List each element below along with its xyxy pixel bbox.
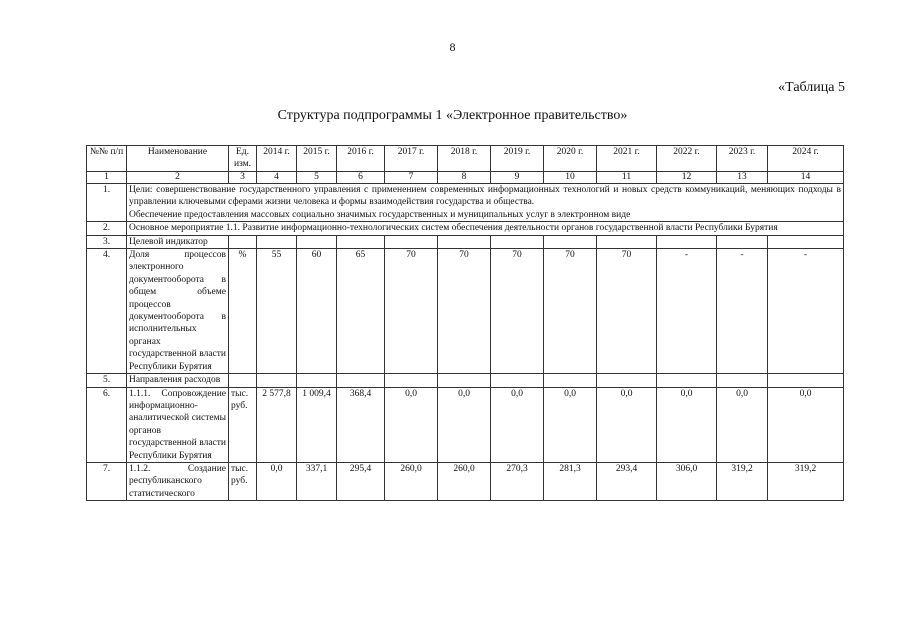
col-header: 2016 г. bbox=[337, 146, 385, 172]
col-number: 2 bbox=[127, 172, 229, 184]
col-number: 6 bbox=[337, 172, 385, 184]
table-row bbox=[87, 462, 844, 500]
row-unit bbox=[229, 235, 257, 248]
row-unit bbox=[229, 374, 257, 387]
col-header: 2017 г. bbox=[385, 146, 438, 172]
row-name: Направления расходов bbox=[127, 374, 229, 387]
row-number: 5. bbox=[87, 374, 127, 387]
col-header: Ед. изм. bbox=[229, 146, 257, 172]
value-cell bbox=[657, 235, 717, 248]
col-number: 13 bbox=[717, 172, 768, 184]
value-cell: 319,2 bbox=[717, 462, 768, 500]
value-cell: 306,0 bbox=[657, 462, 717, 500]
value-cell: 0,0 bbox=[768, 387, 844, 462]
value-cell bbox=[385, 374, 438, 387]
col-number: 14 bbox=[768, 172, 844, 184]
col-header: 2023 г. bbox=[717, 146, 768, 172]
col-number: 10 bbox=[544, 172, 597, 184]
col-header: 2014 г. bbox=[257, 146, 297, 172]
value-cell: 295,4 bbox=[337, 462, 385, 500]
col-number: 9 bbox=[491, 172, 544, 184]
col-number: 5 bbox=[297, 172, 337, 184]
value-cell: 0,0 bbox=[657, 387, 717, 462]
value-cell bbox=[768, 235, 844, 248]
value-cell: 281,3 bbox=[544, 462, 597, 500]
table-row bbox=[87, 374, 844, 387]
col-header: 2018 г. bbox=[438, 146, 491, 172]
main-activity-cell: Основное мероприятие 1.1. Развитие информационно-технологических систем обеспечения деятельности органов государственной власти Республики Бурятия bbox=[127, 222, 844, 235]
value-cell bbox=[597, 374, 657, 387]
value-cell: - bbox=[717, 249, 768, 374]
value-cell: 0,0 bbox=[544, 387, 597, 462]
value-cell: 70 bbox=[385, 249, 438, 374]
value-cell bbox=[385, 235, 438, 248]
row-unit: тыс. руб. bbox=[229, 387, 257, 462]
col-number: 7 bbox=[385, 172, 438, 184]
row-number: 7. bbox=[87, 462, 127, 500]
value-cell: 0,0 bbox=[257, 462, 297, 500]
value-cell: 293,4 bbox=[597, 462, 657, 500]
value-cell bbox=[544, 374, 597, 387]
value-cell: 2 577,8 bbox=[257, 387, 297, 462]
table-row bbox=[87, 235, 844, 248]
value-cell bbox=[657, 374, 717, 387]
value-cell: 319,2 bbox=[768, 462, 844, 500]
value-cell: 1 009,4 bbox=[297, 387, 337, 462]
value-cell: 260,0 bbox=[385, 462, 438, 500]
value-cell: 260,0 bbox=[438, 462, 491, 500]
row-name: Целевой индикатор bbox=[127, 235, 229, 248]
col-header: 2021 г. bbox=[597, 146, 657, 172]
col-header: 2020 г. bbox=[544, 146, 597, 172]
row-number: 2. bbox=[87, 222, 127, 235]
row-name: Доля процессов электронного документооборота в общем объеме процессов документооборота в исполнительных органах государственной власти Республики Бурятия bbox=[127, 249, 229, 374]
value-cell: 70 bbox=[544, 249, 597, 374]
value-cell bbox=[337, 235, 385, 248]
value-cell: 65 bbox=[337, 249, 385, 374]
row-number: 3. bbox=[87, 235, 127, 248]
col-number: 1 bbox=[87, 172, 127, 184]
value-cell: 337,1 bbox=[297, 462, 337, 500]
col-number: 8 bbox=[438, 172, 491, 184]
value-cell bbox=[257, 235, 297, 248]
table-caption: «Таблица 5 bbox=[778, 80, 845, 95]
row-number: 6. bbox=[87, 387, 127, 462]
value-cell: 70 bbox=[438, 249, 491, 374]
value-cell: - bbox=[657, 249, 717, 374]
value-cell bbox=[297, 235, 337, 248]
row-number: 4. bbox=[87, 249, 127, 374]
value-cell bbox=[491, 235, 544, 248]
table-row bbox=[87, 387, 844, 462]
row-number: 1. bbox=[87, 184, 127, 222]
column-number-row bbox=[87, 172, 844, 184]
value-cell: 0,0 bbox=[717, 387, 768, 462]
value-cell bbox=[438, 374, 491, 387]
table-title: Структура подпрограммы 1 «Электронное правительство» bbox=[277, 108, 628, 123]
col-number: 4 bbox=[257, 172, 297, 184]
goals-cell bbox=[127, 184, 844, 222]
value-cell bbox=[337, 374, 385, 387]
goals-text-2: Обеспечение предоставления массовых социально значимых государственных и муниципальных услуг в электронном виде bbox=[129, 209, 631, 220]
row-unit: % bbox=[229, 249, 257, 374]
col-header: №№ п/п bbox=[87, 146, 127, 172]
value-cell bbox=[438, 235, 491, 248]
value-cell: 70 bbox=[597, 249, 657, 374]
value-cell: 60 bbox=[297, 249, 337, 374]
value-cell: - bbox=[768, 249, 844, 374]
value-cell: 0,0 bbox=[597, 387, 657, 462]
goals-text: Цели: совершенствование государственного управления с применением современных информационных технологий и новых средств коммуникаций, меняющих подходы в управлении ключевыми сферами жизни человека и формы взаимодействия государства и общества. bbox=[129, 185, 841, 208]
row-unit: тыс. руб. bbox=[229, 462, 257, 500]
value-cell: 0,0 bbox=[491, 387, 544, 462]
col-number: 3 bbox=[229, 172, 257, 184]
value-cell bbox=[597, 235, 657, 248]
value-cell bbox=[717, 374, 768, 387]
value-cell: 270,3 bbox=[491, 462, 544, 500]
structure-table bbox=[86, 145, 844, 501]
value-cell: 55 bbox=[257, 249, 297, 374]
col-number: 12 bbox=[657, 172, 717, 184]
col-header: 2019 г. bbox=[491, 146, 544, 172]
value-cell bbox=[717, 235, 768, 248]
value-cell bbox=[768, 374, 844, 387]
page-number: 8 bbox=[449, 40, 456, 54]
row-name: 1.1.1. Сопровождение информационно-аналитической системы органов государственной власти Республики Бурятия bbox=[127, 387, 229, 462]
col-header: 2022 г. bbox=[657, 146, 717, 172]
value-cell: 0,0 bbox=[438, 387, 491, 462]
value-cell bbox=[544, 235, 597, 248]
col-header: Наименование bbox=[127, 146, 229, 172]
header-row bbox=[87, 146, 844, 172]
value-cell bbox=[491, 374, 544, 387]
table-row bbox=[87, 222, 844, 235]
value-cell: 70 bbox=[491, 249, 544, 374]
col-header: 2015 г. bbox=[297, 146, 337, 172]
value-cell bbox=[257, 374, 297, 387]
table-row bbox=[87, 249, 844, 374]
col-number: 11 bbox=[597, 172, 657, 184]
col-header: 2024 г. bbox=[768, 146, 844, 172]
value-cell bbox=[297, 374, 337, 387]
table-row bbox=[87, 184, 844, 222]
row-name: 1.1.2. Создание республиканского статистического bbox=[127, 462, 229, 500]
value-cell: 0,0 bbox=[385, 387, 438, 462]
value-cell: 368,4 bbox=[337, 387, 385, 462]
